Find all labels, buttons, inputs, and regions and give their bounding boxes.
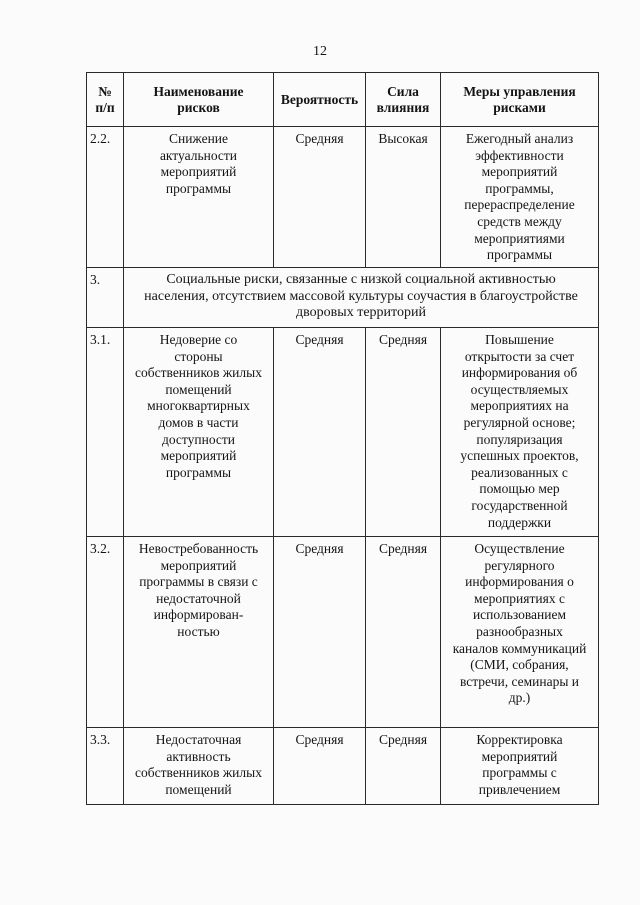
risk-measures: Ежегодный анализ эффективности мероприятий программы, перераспределение средств между мероприятиями программы [441,127,599,268]
table-row [87,728,599,805]
row-number: 2.2. [87,127,124,268]
risk-measures: Осуществление регулярного информирования о мероприятиях с использованием разнообразных каналов коммуникаций (СМИ, собрания, встречи, семинары и др.) [441,537,599,728]
row-number: 3.3. [87,728,124,805]
header-risk-name: Наименование рисков [124,73,274,127]
risk-name: Снижение актуальности мероприятий программы [124,127,274,268]
table-row [87,328,599,537]
risk-probability: Средняя [274,537,366,728]
risk-measures: Повышение открытости за счет информирования об осуществляемых мероприятиях на регулярной основе; популяризация успешных проектов, реализованных с помощью мер государственной поддержки [441,328,599,537]
header-measures: Меры управления рисками [441,73,599,127]
risk-name: Недостаточная активность собственников жилых помещений [124,728,274,805]
table-header-row [87,73,599,127]
header-impact: Сила влияния [366,73,441,127]
section-row [87,268,599,328]
risk-measures: Корректировка мероприятий программы с привлечением [441,728,599,805]
risk-impact: Средняя [366,728,441,805]
page-number: 12 [313,44,327,59]
table-row [87,537,599,728]
row-number: 3.1. [87,328,124,537]
risk-probability: Средняя [274,328,366,537]
row-number: 3.2. [87,537,124,728]
table-row [87,127,599,268]
header-number: № п/п [87,73,124,127]
section-title: Социальные риски, связанные с низкой социальной активностью населения, отсутствием массовой культуры соучастия в благоустройстве дворовых территорий [124,268,599,328]
risk-name: Невостребованность мероприятий программы в связи с недостаточной информирован- ностью [124,537,274,728]
header-probability: Вероятность [274,73,366,127]
risk-probability: Средняя [274,127,366,268]
risk-management-table [86,72,599,805]
risk-impact: Высокая [366,127,441,268]
row-number: 3. [87,268,124,328]
risk-name: Недоверие со стороны собственников жилых помещений многоквартирных домов в части доступности мероприятий программы [124,328,274,537]
risk-impact: Средняя [366,537,441,728]
risk-probability: Средняя [274,728,366,805]
risk-impact: Средняя [366,328,441,537]
